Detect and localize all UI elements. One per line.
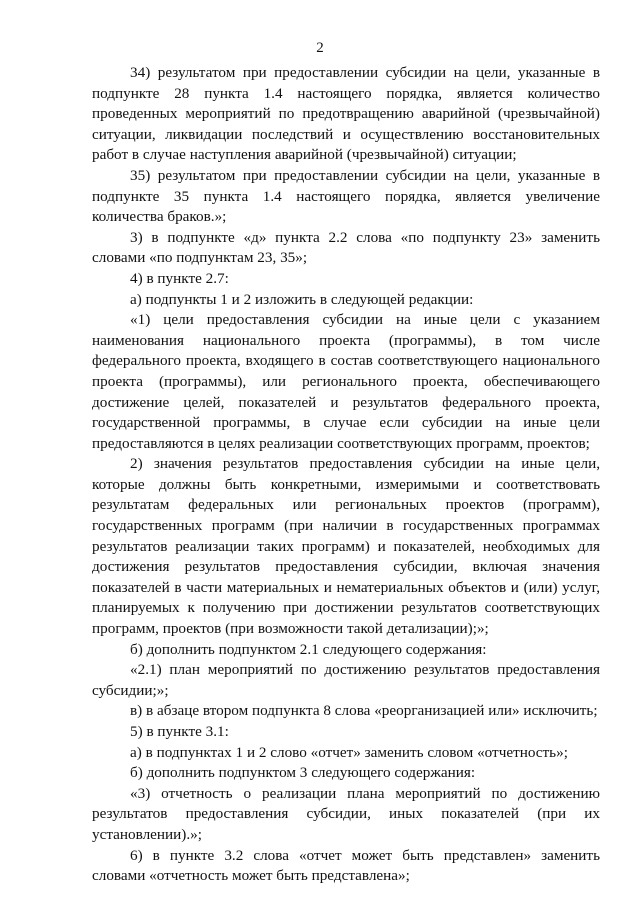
paragraph-item-5: 5) в пункте 3.1: xyxy=(130,723,229,740)
paragraph-quote-3: «3) отчетность о реализации плана мероприятий по достижению результатов предоставления субсидии, иных показателей (при их установлении).»; xyxy=(92,784,600,843)
paragraph-34: 34) результатом при предоставлении субсидии на цели, указанные в подпункте 28 пункта 1.4 настоящего порядка, является количество проведенных мероприятий по предотвращению аварийной (чрезвычайной) ситуации, ликвидации последствий и осуществлению восстановительных работ в случае наступления аварийной (чрезвычайной) ситуации; xyxy=(92,64,600,164)
paragraph-item-4b: б) дополнить подпунктом 2.1 следующего содержания: xyxy=(130,640,487,658)
paragraph-quote-1: «1) цели предоставления субсидии на иные цели с указанием наименования национального проекта (программы), в том числе федерального проекта, входящего в состав соответствующего национального проекта (программы), или регионального проекта, обеспечивающего достижение целей, показателей и результатов федерального проекта, государственной программы, в случае если субсидии на иные цели предоставляются в целях реализации соответствующих программ, проектов; xyxy=(92,311,600,452)
paragraph-item-4a: а) подпункты 1 и 2 изложить в следующей редакции: xyxy=(130,290,474,308)
paragraph-item-4: 4) в пункте 2.7: xyxy=(130,269,229,287)
document-body xyxy=(92,63,600,887)
paragraph-item-5a: а) в подпунктах 1 и 2 слово «отчет» заменить словом «отчетность»; xyxy=(130,743,568,761)
page-number: 2 xyxy=(316,40,324,56)
paragraph-quote-2: 2) значения результатов предоставления субсидии на иные цели, которые должны быть конкретными, измеримыми и соответствовать результатам федеральных или региональных проектов (программ), государственных программ (при наличии в государственных программах результатов реализации таких программ) и показателей, необходимых для достижения результатов предоставления субсидии, включая значения показателей в части материальных и нематериальных объектов и (или) услуг, планируемых к получению при достижении результатов соответствующих программ, проектов (при возможности такой детализации);»; xyxy=(92,455,600,638)
paragraph-quote-2-1: «2.1) план мероприятий по достижению результатов предоставления субсидии;»; xyxy=(92,661,600,699)
paragraph-item-6: 6) в пункте 3.2 слова «отчет может быть представлен» заменить словами «отчетность может быть представлена»; xyxy=(92,846,600,885)
paragraph-item-5b: б) дополнить подпунктом 3 следующего содержания: xyxy=(130,764,476,782)
paragraph-item-4v: в) в абзаце втором подпункта 8 слова «реорганизацией или» исключить; xyxy=(130,702,598,720)
paragraph-item-3: 3) в подпункте «д» пункта 2.2 слова «по подпункту 23» заменить словами «по подпунктам 23, 35»; xyxy=(92,228,600,267)
paragraph-35: 35) результатом при предоставлении субсидии на цели, указанные в подпункте 35 пункта 1.4 настоящего порядка, является увеличение количества браков.»; xyxy=(92,166,600,226)
